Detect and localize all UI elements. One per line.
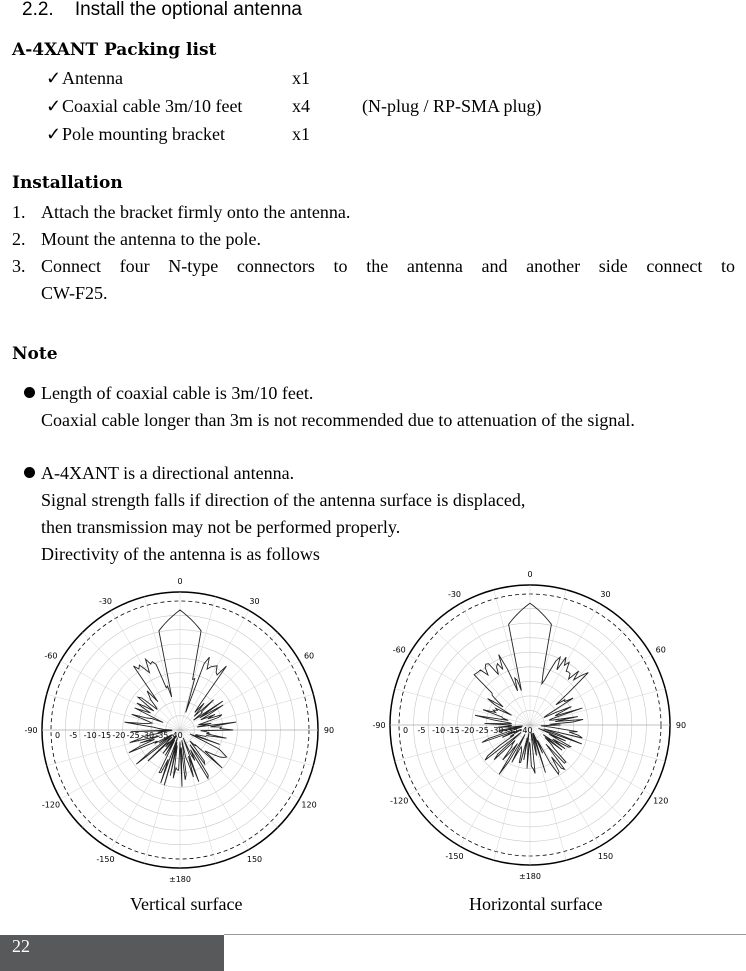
grid-spoke [111, 610, 180, 730]
note-line: Directivity of the antenna is as follows [41, 544, 320, 564]
ring-label: -30 [141, 731, 155, 740]
step-text: Mount the antenna to the pole. [41, 229, 261, 249]
installation-heading: Installation [12, 173, 123, 193]
grid-spoke [180, 610, 249, 730]
step-number: 2. [12, 229, 26, 249]
angle-label: 90 [323, 726, 335, 735]
grid-spoke [82, 632, 180, 730]
step-text-continued: CW-F25. [41, 283, 108, 303]
ring-label: -20 [461, 726, 475, 735]
grid-spoke [431, 725, 533, 824]
horizontal-caption: Horizontal surface [469, 894, 603, 914]
angle-label: -90 [24, 726, 38, 735]
step-number: 3. [12, 256, 26, 276]
note-line: Coaxial cable longer than 3m is not recommended due to attenuation of the signal. [41, 410, 635, 430]
step-text: Connect four N-type connectors to the antenna and another side connect to [41, 256, 735, 276]
angle-label: -150 [96, 855, 115, 865]
grid-spoke [60, 661, 180, 730]
packing-item [46, 96, 242, 117]
note-line: then transmission may not be performed properly. [41, 517, 401, 537]
angle-label: -30 [447, 590, 462, 600]
checkmark-icon: ✓ [46, 68, 62, 88]
angle-label: -120 [41, 800, 61, 810]
angle-label: 0 [177, 577, 183, 586]
angle-label: 30 [249, 596, 260, 606]
angle-label: 0 [527, 570, 533, 579]
footer-divider [224, 934, 746, 935]
section-title [22, 0, 302, 21]
grid-spoke [530, 626, 629, 725]
angle-label: ±180 [519, 872, 541, 881]
grid-spoke [530, 725, 629, 824]
note-lead: Length of coaxial cable is 3m/10 feet. [41, 383, 314, 403]
ring-label: -20 [112, 731, 126, 740]
note-lead: A-4XANT is a directional antenna. [41, 463, 295, 483]
section-number: 2.2. [22, 0, 54, 20]
ring-label: 0 [403, 726, 409, 735]
radiation-pattern [125, 610, 237, 787]
ring-label: -25 [475, 726, 489, 735]
grid-spoke [431, 626, 530, 725]
angle-label: 60 [655, 645, 666, 655]
note-line: Signal strength falls if direction of the antenna surface is displaced, [41, 490, 526, 510]
footer-bar [0, 935, 224, 971]
step-text: Attach the bracket firmly onto the antenna. [41, 202, 351, 222]
angle-label: -60 [392, 645, 406, 655]
angle-label: 60 [303, 651, 315, 661]
angle-label: -30 [98, 596, 113, 606]
angle-label: 150 [246, 855, 263, 865]
packing-item-qty: x1 [292, 68, 310, 88]
ring-label: -15 [446, 726, 460, 735]
step-number: 1. [12, 202, 26, 222]
section-title-text: Install the optional antenna [74, 0, 302, 20]
ring-label: -5 [69, 731, 78, 740]
ring-label: -35 [504, 726, 518, 735]
grid-spoke [180, 661, 300, 730]
page-number: 22 [12, 936, 30, 956]
packing-item [46, 68, 123, 89]
ring-label: -25 [126, 731, 140, 740]
ring-label: -10 [432, 726, 446, 735]
angle-label: 150 [597, 851, 614, 861]
packing-list-heading: A-4XANT Packing list [12, 40, 217, 60]
vertical-caption: Vertical surface [130, 894, 243, 914]
angle-label: 90 [675, 721, 687, 730]
ring-label: -5 [417, 726, 426, 735]
packing-item-name: Coaxial cable 3m/10 feet [62, 96, 243, 116]
vertical-radiation-diagram [24, 577, 338, 884]
packing-item-name: Antenna [62, 68, 123, 88]
angle-label: 30 [600, 590, 611, 600]
grid-spoke [460, 604, 530, 725]
note-heading: Note [12, 344, 58, 364]
grid-spoke [409, 655, 530, 725]
grid-spoke [180, 730, 249, 850]
ring-label: -10 [83, 731, 97, 740]
angle-label: -90 [372, 721, 386, 730]
ring-label: -30 [490, 726, 504, 735]
ring-label: -35 [155, 731, 169, 740]
angle-label: -60 [44, 651, 58, 661]
grid-spoke [60, 730, 180, 799]
angle-label: -120 [390, 796, 409, 806]
checkmark-icon: ✓ [46, 96, 62, 116]
bullet-icon [24, 387, 35, 398]
bullet-icon [24, 467, 35, 478]
packing-item-note: (N-plug / RP-SMA plug) [362, 96, 542, 116]
horizontal-radiation-diagram [372, 570, 695, 881]
note-bullet [24, 383, 313, 404]
packing-item-name: Pole mounting bracket [62, 124, 225, 144]
ring-label: -40 [169, 731, 183, 740]
packing-item-qty: x4 [292, 96, 310, 116]
angle-label: 120 [301, 800, 317, 810]
ring-label: -15 [98, 731, 112, 740]
angle-label: ±180 [169, 875, 191, 884]
checkmark-icon: ✓ [46, 124, 62, 144]
packing-item-qty: x1 [292, 124, 310, 144]
angle-label: -150 [445, 851, 464, 861]
ring-label: -40 [519, 726, 533, 735]
packing-item [46, 124, 225, 145]
angle-label: 120 [653, 796, 669, 806]
ring-label: 0 [55, 731, 61, 740]
grid-spoke [180, 730, 300, 799]
note-bullet [24, 463, 294, 484]
